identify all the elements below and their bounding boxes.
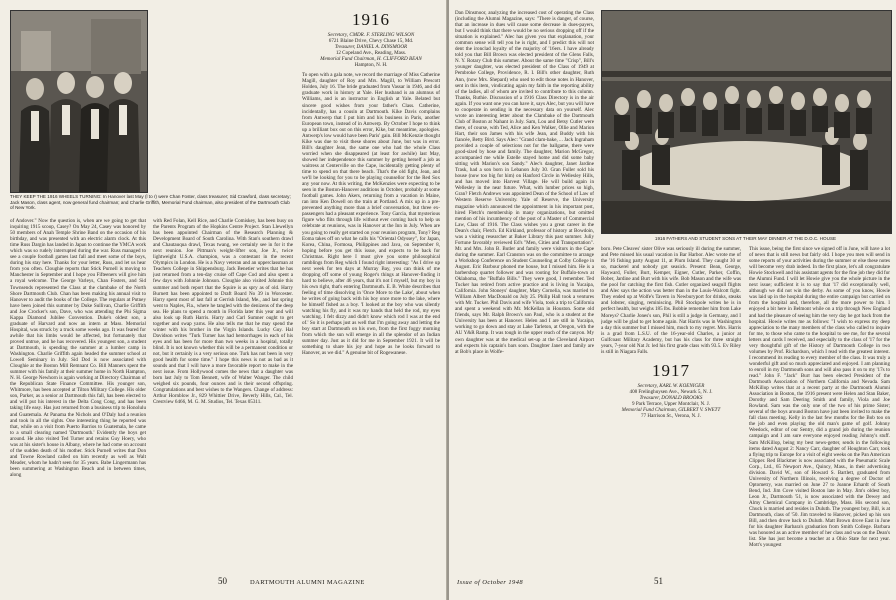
- page-number-left: 50: [218, 576, 227, 586]
- memorial-line: Memorial Fund Chairman, H. CLIFFORD BEAN: [320, 56, 422, 63]
- text-column-1: of Andover." Now the question is, when are we going to get that inquiring 1915 scoop, Casey? On May 24, Casey was honored by 50 members of Anah Temple Shrine Band on the occasion of his birthday, and was presented with an electric alarm clock. At this time Russ Dargin has landed in Japan to continue the YMCA work which was so rudely interrupted during the war. Russ managed to see a couple football games last fall and meet some of the boys, during his stay here. Thanks for your letter, Russ, and let us hear from you often. Cloughie reports that Stick Purnell is moving to Manchester in September and I hope you Fifteeners will give him a royal welcome. The George Varleys, Chan Fosters, and Sid Townsends represented the Class at the clambake of the North Shore Dartmouth Club. Chan has been making his annual visit to Hanover to audit the books of the College. The regulars at Putney have been joined this summer by Duke Sullivan, Charlie Griffith and Joe Crocker's son, Dave, who was attending the Phi Sigma Kappa Diamond Jubilee Convention. Duke's oldest son, a graduate of Harvard and now an intern at Mass. Memorial Hospital, was struck by a truck some weeks ago. It was feared for awhile that his limbs would be affected, but fortunately that proved untrue, and he has recovered. His youngest son, a student at Dartmouth, is spending the summer at a lumber camp in Washington. Charlie Griffith again headed the summer school at Lowell Seminary in July. Sid Dod is now associated with Cloughie at the Boston Mill Remnant Co. Bill Manners spent the summer with his family at their summer home in North Hampton, N. H. George Newhorn is again working at Directory Chairman of the Republican State Finance Committee. His younger son, Whitmore, has been accepted at Tilton Military College. His older son, Parker, as a senior at Dartmouth this fall, has been elected to and will put his interest in the Delta Cong Cong, and has been taking life easy. Has just returned from a business trip to Honolulu and Guatemala. At Panama the Nichols and O'Daly had a reunion and took in all the sights. One interesting thing he reported was that, while on a visit from Puerto Barrios to Guatemala, he came to a small clearing named 'Dartmouth.' Evidently the boys get around. He also visited Ted Turner and retains Guy Hoery, who was at his sister's house in Albany, where he had come on account of the sudden death of his mother. Stick Purnell writes that Don and Towne Rowland called on him recently as well as Walt Meader, whom he hadn't seen for 35 years. Babe Lingermann has been summering at Washington Beach and in between times, along: [10, 218, 146, 478]
- text-column-2: with Red Folan, Kell Rice, and Charlie Comiskey, has been busy on the Parents Program of the Hopkins Centre Project. Stan Llewellyn has been appointed Chairman of the Research Planning & Development Board of South Carolina. With Stan's southern drawl and Chautauqua drawl, Texas twang, we certainly see in for it the next reunion. Joe Pittman's weight-lifter son, Joe Jr., twice lightweight U.S.A. champion, was a contestant in the recent Olympics in London. He is a Navy veteran and an upperclassman at Teachers College in Shippensburg. Jack Benetier writes that he has just returned from a ten-day cruise off Cape Cod and also spent a few days with Johnnie Johnson. Cloughie also visited Johnnie this summer and both report that the Squire is as spry as of old. Harry Burnett has been appointed to Draft Board No 39 in Worcester. Harry spent most of last fall at Gerrish Island, Me., and last spring went to Naples, Fla., where he tangled with the denizens of the deep sea. He plans to spend a month in Florida later this year and will also look up Ruth Harris. Harry and Carl Sumner ought to get together and swap yarns. He also tells me that he may spend the winter with his brother in the Virgin Islands. Lucky Guy. Hal Davidson writes "Turk Turner has had hemorrhages in each of his eyes and has been for more than two weeks in a hospital, totally blind. It is not known whether this will be a permanent condition or not, but it certainly is a very serious one. Turk has not been in very good health for some time." I hope this news is not as bad as it sounds and that I will have a more favorable report to make in the next issue. From Hollywood comes the news that a daughter was born last July to Tom Bennett, wife of Walter Wanger. The child weighed six pounds, four ounces and is their second offspring. Congratulations and best wishes to the Wangers. Change of address: Arthur Hornblow Jr., 829 Whittier Drive, Beverly Hills, Cal., Tel. Crestview 6466, M. G. M. Studios, Tel. Texas 05311.: [153, 218, 293, 406]
- treasurer-address: 12 Copeland Ave., Reading, Mass.: [335, 50, 407, 57]
- secretary-address: 408 Frelinghuysen Ave., Newark 5, N. J.: [629, 388, 713, 395]
- memorial-address: Hampton, N. H.: [354, 62, 388, 69]
- text-column-3: This issue, being the first since we signed off in June, will have a lot of news that is still news but fairly old. I hope you men will send in some reports of your activities during the summer or else these notes will become very drab indeed. In the first place, let's all congratulate Howie Stockwell and his assistant agents for the fine job they did for the Alumni Fund. I will let Howie give you the whole picture in the next issue; sufficient it is to say that '17 did exceptionally well, although we did not win the derby. As some of you know, Howie was laid up in the hospital during the entire campaign but carried on from the hospital and, therefore, all the more power to him. I enjoyed a bit here in Belmont while on a trip through New England and had the pleasure of seeing him the very day he got back from the hospital. Howie writes me as follows: "I wish to express my deep appreciation to the many members of the class who called to inquire for me, to those who came to the hospital to see me, for the several letters and cards I received, and especially to the class of '17 for the very thoughtful gift of the History of Dartmouth College in two volumes by Prof. Richardson, which I read with the greatest interest. I recommend its reading to every member of the class. It was truly a wonderful gift and so much appreciated and enjoyed. I am planning to enroll in my Dartmouth sons and will also pass it on to my '17s to read." John F. "Jack" Burr has been elected President of the Dartmouth Association of Northern California and Nevada. Sam McKillop writes that at a recent party at the Dartmouth Alumni Association in Boston, the 1916 present were Helen and Stan Baker, Dorothy and Sam Deering Smith and family, Viola and Joe Rowland. Sam was the only one of the two of his prime Sister; several of the boys around Boston have just been invited to make the fall class meeting. Kelly in the last few months for the Bob too on the job and even playing the old man's game of golf. Johnny Weedock, editor of our Sentry, did a grand job during the reunion campaign and I am sure everyone enjoyed reading Johnny's stuff. Sam McKillop, being my best news-getter, sends in the following items dated August 2: Nancy Carr, daughter of Houghton Carr, took a flying trip to Europe for a visit of eight weeks on the Pan American Clipper. Red Blackmer is now associated with the Pneumatic Scale Corp., Ltd., 65 Newport Ave., Quincy, Mass., in their advertising division. David W., son of Howard S. Bartlett, graduated from University of Northern Illinois, receiving a degree of Doctor of Optometry, was married on June 27 to Joanne Erhardt of South Bend, Ind. Jim Cove visited Boston late in May. Jim's oldest boy, Leon Jr., Dartmouth '51, is now associated with the Dewey and Almy Chemical Company in Cambridge, Mass. His second son, Chuck is married and resides in Duluth. The youngest boy, Bill, is at Dartmouth, class of '50. Jim traveled to Hanover, picked up his son Bill, and then drove back to Duluth. Matt Brown drove East in June for his daughter Barbara's graduation from Smith College. Barbara was honored as an active member of her class and was on the Dean's list. She has just become a teacher at a Ohio State for next year. Mott's youngest: [749, 246, 890, 549]
- treasurer-line: Treasurer, DANIEL A. DINSMOOR: [334, 44, 408, 51]
- right-page: [449, 0, 896, 600]
- class-officers-photo: [10, 10, 148, 193]
- dinner-photo: [601, 10, 892, 234]
- memorial-address: 77 Harrison St., Verona, N. J.: [641, 413, 701, 420]
- treasurer-address: 9 Park Terrace, Upper Montclair, N. J.: [632, 400, 710, 407]
- class-year-1916: 1916: [352, 10, 390, 29]
- text-column-1: Dan Dinsmoor, analyzing the increased cost of operating the Class (including the Alumni Magazine, says: "There is danger, of course, that an increase in dues will cause some decrease in dues-payers, but I would think that there would be no serious dropping off if the situation is explained." Alec has given you that explanation, your common sense will tell you he is right, and I predict this will not dent the ironclad loyalty of the majority of '16ers. I have already told you that Bill Brown was elected president of the Glens Falls, N. Y. Rotary Club this summer. About the same time "Crisp", Bill's younger daughter, was elected president of the Class of 1949 at Pembroke College, Providence, R. I. Bill's other daughter, Ruth Ann, (now Mrs. Shepard) who used to edit those notes in Hanover, sent in this item, vindicating again my faith in the reporting ability of the ladies, all of whom are invited to contribute to this column. Thanks, Ruthie. Discussion of a 1916 Class Directory is in the air again. If you want one you can have it, says Alec, but you will have to cooperate in sending in the necessary data on yourself. Alec wrote an interesting letter about the Clambake of the Dartmouth Club of Boston at Nahant in July. Sam, Lou and Betsy Cutler were there, of course, with Ted, Alice and Ken Walker, Ollie and Marion Hart, their son James with his wife Jean, and Buddy with his fiancée, Betty Bird. Says Alec: "Grand clam-bake, ... Jack Ingraham provided a couple of selections not for the ballgame, there were good-sized by hose and family. The daughter, Marion McGregor, accompanied me while Estelle stayed home and did some baby sitting with Marion's son Sandy." Alec's daughter, Janet Jardine Trask, had a son born in Lebanon July 30. Gran Fuller sold his house (now too big for him) on Hanford Circle in Wellesley Hills, and has moved into Harvest Village. He will build again in Wellesley in the near future. What, with lumber prices so high, Gran? Fletch Andrews was appointed Dean of the School of Law of Western Reserve University. Yale of Reserve, the University magazine which announced the appointment in his important post, hired Fletch's membership in many organizations, but omitted mention of his incumbency of the post of a Master of Commercial Law, Class of 1916. The Class wishes you a great career in the Dean's chair, Fletch. Ed Kirkland, professor of history at Bowdoin, was a visiting researcher at Baker Library this past summer. Juliy Fortune favorably reviewed Ed's "Men, Cities and Transportation". Mr. and Mrs. John B. Butler and family were visitors in the Cape during the summer. Earl Cranston was on the committee to arrange a Workshop Conference on Student Counseling at Colby College in August. Eric Barbour phoned me house, but I missed him. He is a barbershop quartet follower and was rooting for Buffalo-town at Oklahoma, the "Buffalo Bills." They were good, I remember. Ted Tucker has retired from active practice and is living in Yucaipa, California. John Stoneys' daughter, Mary Cornelia, was married to William Albert MacDonald on July 25. Philip Hall took a ventures with Mr. Tucker. Phil Davis and wife Viola, took a trip to California and spent a weekend with Mr. McKellan in Houston. Some old friends, says Mr. Ralph Brown's son Paul, who is a student at the University has been at Hanover. Helen and I are still in Yucaipa, working to go down and stay at Lake Tarleton, at Oregon, with the AU Y&R Ramp. It was tough in the upper reach of the canyon. My own daughter was at the medical set-up at the Cleveland Airport and expects his captain's bars soon. Daughter Janet and family are at Bob's place in Wolfe-: [455, 10, 594, 355]
- text-column-2: [601, 246, 741, 576]
- photo-caption: THEY KEEP THE 1916 WHEELS TURNING: In Hanover last May (l to r) were Chan Foster, class treasurer; Sid Crawford, class secretary; Jack Mason, class agent, now general fund chairman; and Charlie Griffith, Memorial Fund chairman, also president of the Dartmouth Club of New York.: [10, 194, 291, 211]
- treasurer-line: Treasurer, DONALD BROOKS: [639, 394, 703, 401]
- class-notes-1916-cont: boro. Pete Cleaves' sister Olive was seriously ill during the summer, and Pete missed his usual vacation in Bar Harbor. Alec wrote me of the '16 fishing party August 11, at Plum Island. They caught 30 or so, mackerel and nobody got seasick. Present: Bean, George, Hayward, Fuller, Burt, Kemper, Eigner, Cutler, Parker, Coffin, Bober, Jardine and Burt with his wife. Bob Mason and the wife was the pool for catching the first fish. Cutler organized seagull flights and Alec says the action was better than in the Louis-Walcott fight. They ended up at Wolfe's Tavern in Newburyport for drinks, steaks and lobster, singing, reminiscing. Phil Stockpole writes he is in perfect health, but weighs 185 lbs. Bobbie remember him from Lake Moreys? Charlie Jones's son, Phil is still a judge in Germany, and I judge will be glad to get home again. Nat Harris was in Washington a day this summer but I missed him, much to my regret. Mrs. Harris is a grad from L.S.U. of the 16-year-old Charles, a junior at Gulfcoast Military Academy, but has his class for three straight years, 7-year old Nat Jr. led his first grade class with 93.5. Ev Riley is still in Niagara Falls.: [601, 246, 741, 355]
- memorial-line: Memorial Fund Chairman, GILBERT V. SWETT: [621, 407, 721, 414]
- class-year-1917: 1917: [652, 360, 690, 380]
- running-footer-right: Issue of October 1948: [457, 579, 523, 586]
- secretary-address: 6721 Blaine Drive, Chevy Chase 15, Md.: [328, 38, 414, 45]
- left-page: [0, 0, 447, 600]
- class-notes-1916: To open with a gala note, we record the marriage of Miss Catherine Magill, daughter of Roy and Mrs. Magill, to William Prescott Holden, July 16. The bride graduated from Vassar in 1946, and did graduate work in history at Yale. Her husband is an alumnus of Williams, and is an instructor in English at Yale. Belated but sincere good wishes from your father's Class. Catherine, incidentally, has a cousin at Dartmouth. Kike Davis complains from Antwerp that I put him and his business in Paris, another European town, instead of in Antwerp. By October I hope to think up a brilliant box out on this error, Kike, but meantime, apologies. Antwerp's low would have been Paris' gain. Bill McKenzie thought Kike was due to visit these shores about June, but was in error. Bill's daughter Jean, the same one who had the whole Class worried when she disappeared (at least for awhile) last May, showed her independence this summer by getting herself a job as waitress at Centerville on the Cape, incidentally getting plenty of time to spend on that there beach. That's the old fight, Jean, and we'll be looking for you to be playing counsellor for the Red Sox any year now. At this writing, the McKenzies were expecting to be seen in the Boston-Hanover auditions in October, probably at some football games. John Akers, returning from a vacation in Maine, ran into Ken Dowell on the train at Portland. A mix up in a pre-prevented anything more than a brief conversation, but three ex-passengers had a pleasant experience. Tony Garcia, that mysterious figure who flits through life without ever coming back to help us celebrate at reunions, was in Hanover at the Inn in July. When are you going to really get started on your reunion program, Tony? Reg Eoma takes off on what he calls his "Oriental Odyssey", for Japan, Korea, China, Formosa, Philippines and Java, on September 8, hoping before you get this issue, and expects to be back for Christmas. Right here I must give you some philosophical ramblings from Reg which I found right interesting: "As I drive up next week for ten days at Murray Bay, you can think of me dropping off some of young Roger's things at Hanover-finding it hard to believe, after 46 years, that it's not I myself, but my boy in his own right, that's entering Dartmouth. E. B. White describes that feeling of time dissolving in 'Once More to the Lake', about when he writes of going back with his boy once more to the lake, where he himself fished as a boy. 'I looked at the boy who was silently watching his fly, and it was my hands that held the rod, my eyes watching. I felt dizzy and didn't know which rod I was at the end of.' So it is perhaps just as well that I'm going away and letting the boy start at Dartmouth on his own, from the first foggy morning from which the sun will emerge in all the splendor of an Indian summer day. Just as it did for me in September 1921. It will be something to share his joy and hope as he looks forward to Hanover, as we did." A genuine bit of Rogewanese.: [302, 72, 440, 357]
- secretary-line: Secretary, CMDR. F. STERLING WILSON: [327, 32, 415, 38]
- running-footer-left: DARTMOUTH ALUMNI MAGAZINE: [250, 579, 365, 586]
- secretary-line: Secretary, KARL W. KOENIGER: [637, 382, 705, 389]
- page-number-right: 51: [654, 576, 663, 586]
- photo-caption: 1916 FATHERS AND STUDENT SONS AT THEIR MAY DINNER AT THE D.O.C. HOUSE: [654, 236, 837, 241]
- class-1916-column: [302, 10, 440, 576]
